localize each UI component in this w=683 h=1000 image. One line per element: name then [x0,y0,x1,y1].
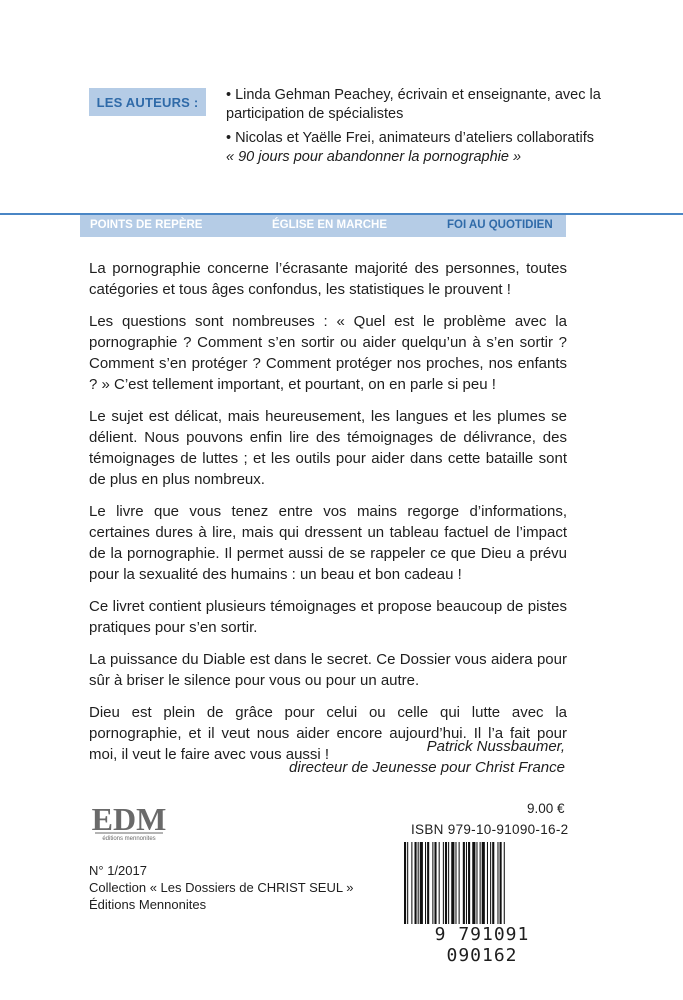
barcode-bar [411,842,412,924]
barcode-bar [466,842,467,924]
barcode-digits: 9 791091 090162 [434,924,530,966]
price: 9.00 € [527,801,565,816]
author-item [226,129,626,167]
barcode-bar [415,842,417,924]
logo-letters: EDM [91,801,167,837]
barcode-bar [451,842,454,924]
barcode-bar [476,842,477,924]
rubric-foi-au-quotidien: FOI AU QUOTIDIEN [447,219,553,231]
bullet-icon: • [226,87,232,103]
rubric-points-de-repere: POINTS DE REPÈRE [90,219,203,231]
signature [289,736,565,778]
barcode-bar [448,842,449,924]
barcode-bar [427,842,429,924]
author-text: Nicolas et Yaëlle Frei, animateurs d’ateliers collaboratifs [235,130,594,146]
authors-label: LES AUTEURS : [89,88,206,116]
back-cover-text [89,258,567,776]
barcode-bar [407,842,408,924]
barcode-bar [418,842,419,924]
author-text: Linda Gehman Peachey, écrivain et enseignante, avec la participation de spécialistes [226,87,601,122]
paragraph: Dieu est plein de grâce pour celui ou celle qui lutte avec la pornographie, et il veut nous aider encore aujourd’hui. Il l’a fait pour moi, il veut le faire avec vous aussi ! [89,704,567,763]
barcode-bar [472,842,475,924]
barcode-bar [463,842,465,924]
rubric-bar [80,215,566,237]
isbn: ISBN 979-10-91090-16-2 [411,822,569,837]
barcode-bar [492,842,494,924]
barcode-bar [455,842,456,924]
paragraph: Les questions sont nombreuses : « Quel est le problème avec la pornographie ? Comment s’en sortir ou aider quelqu’un à s’en sortir ? Comment s’en protéger ? Comment protéger nos proches, nos enfants ? » C’est tellement important, et pourtant, on en parle si peu ! [89,313,567,393]
barcode-bar [445,842,447,924]
barcode-bar [439,842,440,924]
paragraph: Le livre que vous tenez entre vos mains regorge d’informations, certaines dures à lire, mais qui dressent un tableau factuel de l’impact de la pornographie. Il permet aussi de se rappeler ce que Dieu a prévu pour la sexualité des humains : un beau et bon cadeau ! [89,503,567,583]
paragraph: Le sujet est délicat, mais heureusement, les langues et les plumes se délient. Nous pouvons enfin lire des témoignages de délivrance, des témoignages de luttes ; et les outils pour aider dans cette bataille sont de plus en plus nombreux. [89,408,567,488]
bullet-icon: • [226,130,232,146]
publisher-name: Éditions Mennonites [89,897,207,912]
barcode-bar [487,842,488,924]
colophon [89,862,353,913]
barcode-bar [459,842,460,924]
logo-caption: éditions mennonites [102,836,156,842]
paragraph: La puissance du Diable est dans le secret. Ce Dossier vous aidera pour sûr à briser le silence pour vous ou pour un autre. [89,651,567,689]
barcode-bar [497,842,498,924]
collection-name: Collection « Les Dossiers de CHRIST SEUL » [89,880,354,895]
barcode-bar [482,842,485,924]
barcode-bar [434,842,436,924]
author-book-title: « 90 jours pour abandonner la pornographie » [226,149,522,165]
barcode-bar [404,842,406,924]
barcode-bar [443,842,444,924]
barcode-bar [480,842,481,924]
barcode-bar [425,842,426,924]
barcode-bar [504,842,505,924]
barcode-bar [500,842,502,924]
barcode-bar [468,842,470,924]
paragraph: La pornographie concerne l’écrasante majorité des personnes, toutes catégories et tous âges confondus, les statistiques le prouvent ! [89,260,567,298]
rubric-eglise-en-marche: ÉGLISE EN MARCHE [272,219,388,231]
barcode-bar [432,842,433,924]
signature-name: Patrick Nussbaumer, [426,738,565,755]
paragraph: Ce livret contient plusieurs témoignages et propose beaucoup de pistes pratiques pour s’en sortir. [89,598,567,636]
publisher-logo [89,800,169,842]
authors-list [226,86,626,172]
barcode-bar [490,842,491,924]
signature-title: directeur de Jeunesse pour Christ France [289,759,565,776]
author-item [226,86,626,124]
barcode-bar [420,842,423,924]
barcode [398,842,566,924]
issue-number: N° 1/2017 [89,863,147,878]
